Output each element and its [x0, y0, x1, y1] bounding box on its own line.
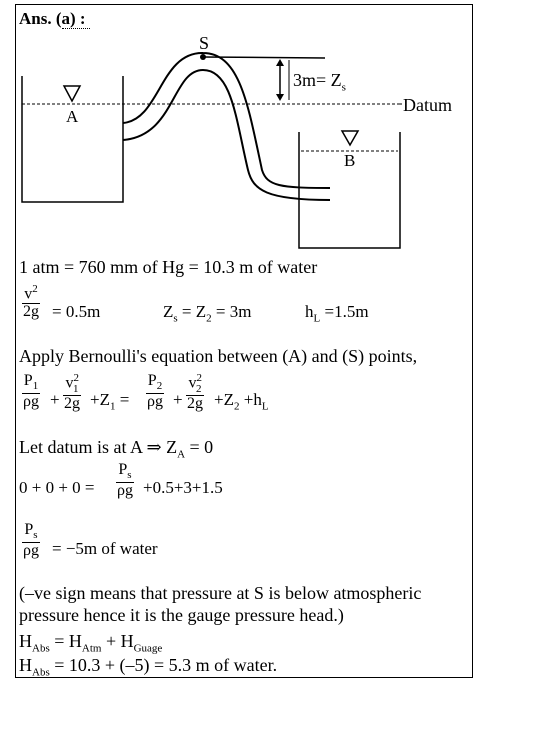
p1-sub: 1: [32, 380, 39, 393]
eq-rest: +0.5+3+1.5: [143, 478, 223, 497]
label-s: S: [199, 33, 210, 53]
note-line-2: pressure hence it is the gauge pressure head.): [19, 605, 344, 625]
hl-h: h: [305, 302, 314, 321]
z1-term: $+Z_1$ =: [90, 390, 130, 413]
tank-b: [299, 132, 400, 248]
z1-plus: +: [90, 390, 100, 409]
hl-val: =1.5m: [320, 302, 369, 321]
habs-line-1: [19, 632, 162, 655]
zs-val: = 3m: [211, 302, 252, 321]
v1-sup: 2: [73, 372, 79, 384]
v2-2g: 2g: [187, 395, 203, 413]
s-level-line: [203, 57, 325, 58]
datum-sub: A: [177, 448, 186, 461]
z2-plus: +: [214, 390, 224, 409]
zs-sub2: 2: [206, 312, 212, 325]
ps-result-frac: [22, 522, 40, 560]
apply-line: Apply Bernoulli's equation between (A) and (S) points,: [19, 346, 418, 366]
datum-text: Let datum is at A ⇒ Z: [19, 437, 178, 457]
label-height-text: 3m= Z: [293, 70, 342, 90]
hl2-sub: L: [261, 400, 269, 413]
atm-line: 1 atm = 760 mm of Hg = 10.3 m of water: [19, 257, 318, 277]
ps-result: = −5m of water: [52, 539, 158, 558]
point-s: [200, 54, 206, 60]
habs1-atm: Atm: [81, 642, 102, 655]
p1-rhog: ρg: [23, 392, 39, 410]
p2-sub: 2: [156, 380, 163, 393]
label-b: B: [344, 151, 356, 170]
psr-rhog: ρg: [23, 541, 39, 559]
hl-eq: [305, 303, 369, 324]
habs1-sub: Abs: [32, 642, 50, 655]
zs-eq: [163, 303, 251, 324]
two-g: 2g: [23, 303, 39, 321]
zs-z: Z: [163, 302, 174, 321]
p1-p: P: [23, 372, 33, 389]
answer-label-text: Ans. (a) :: [19, 9, 86, 28]
height-arrow-up: [276, 59, 284, 66]
height-arrow-down: [276, 94, 284, 101]
habs1-guage: Guage: [133, 642, 163, 655]
z2-hl-term: $+Z_2 +h_L$: [214, 390, 269, 413]
ps-over-rhog: [116, 462, 134, 500]
habs-line-2: [19, 656, 277, 679]
v2-sup: 2: [196, 372, 202, 384]
p2-p: P: [147, 372, 157, 389]
p1-over-rhog: [22, 373, 40, 411]
z1-sub: 1: [109, 400, 116, 413]
z2-sub: 2: [233, 400, 240, 413]
eq-05: = 0.5m: [52, 302, 101, 321]
siphon-diagram: [0, 0, 548, 260]
note-line-1: (–ve sign means that pressure at S is below atmospheric: [19, 583, 422, 603]
habs1-r: = H: [49, 631, 82, 651]
hl-sub: L: [313, 312, 321, 325]
label-height-sub: s: [341, 81, 346, 94]
label-a: A: [66, 107, 79, 126]
ps-p: P: [118, 461, 128, 478]
ps-sub: s: [127, 469, 132, 482]
zs-rest: = Z: [177, 302, 207, 321]
v1-sub: 1: [73, 382, 79, 395]
v2-over-2g-b: [186, 373, 204, 413]
plus-1: +: [50, 390, 60, 409]
datum-line-text: [19, 438, 213, 461]
psr-sub: s: [33, 529, 38, 542]
habs1-r2: + H: [101, 631, 134, 651]
water-level-symbol-b: [342, 131, 358, 145]
v1-v: v: [65, 374, 74, 392]
z1-eq: =: [119, 390, 130, 409]
ps-rhog: ρg: [117, 481, 133, 499]
p2-over-rhog: [146, 373, 164, 411]
p2-rhog: ρg: [147, 392, 163, 410]
v-letter: v: [24, 285, 33, 303]
water-level-symbol-a: [64, 86, 80, 101]
v2-sub: 2: [196, 382, 202, 395]
v2-v: v: [188, 374, 197, 392]
label-datum: Datum: [403, 95, 452, 115]
label-height: [293, 71, 346, 94]
habs2-rest: = 10.3 + (–5) = 5.3 m of water.: [49, 655, 278, 675]
v2-over-2g: [22, 284, 40, 321]
datum-eq: = 0: [185, 437, 214, 457]
plus-2: +: [173, 390, 183, 409]
psr-p: P: [24, 521, 34, 538]
tank-a: [22, 76, 123, 202]
habs2-h: H: [19, 655, 32, 675]
habs2-sub: Abs: [32, 666, 50, 679]
eq-zeros: 0 + 0 + 0 =: [19, 478, 95, 497]
v-sup: 2: [32, 283, 38, 295]
v1-2g: 2g: [64, 395, 80, 413]
habs1-h: H: [19, 631, 32, 651]
zs-sub: s: [173, 312, 178, 325]
v1-over-2g: [63, 373, 81, 413]
